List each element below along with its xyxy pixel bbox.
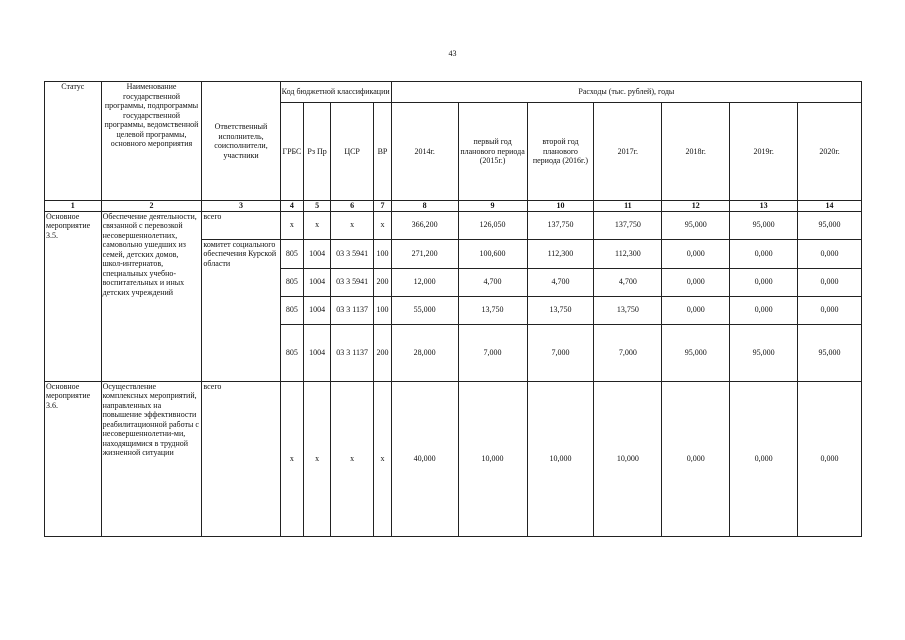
value-cell: 0,000 xyxy=(662,381,730,536)
vr-cell: 200 xyxy=(374,268,392,296)
grbs-cell: 805 xyxy=(280,296,304,324)
rzpr-cell: 1004 xyxy=(304,268,331,296)
csr-cell: x xyxy=(331,381,374,536)
value-cell: 0,000 xyxy=(730,296,798,324)
m35-status: Основное мероприятие 3.5. xyxy=(45,211,102,381)
header-executor: Ответственный исполнитель, соисполнители, участники xyxy=(202,82,280,201)
column-number: 2 xyxy=(101,201,202,212)
csr-cell: x xyxy=(331,211,374,239)
column-number: 1 xyxy=(45,201,102,212)
value-cell: 40,000 xyxy=(391,381,458,536)
value-cell: 271,200 xyxy=(391,239,458,268)
value-cell: 55,000 xyxy=(391,296,458,324)
header-year-2017: 2017г. xyxy=(594,103,662,201)
csr-cell: 03 3 1137 xyxy=(331,324,374,381)
value-cell: 13,750 xyxy=(527,296,594,324)
column-number: 14 xyxy=(798,201,862,212)
header-vr: ВР xyxy=(374,103,392,201)
vr-cell: x xyxy=(374,211,392,239)
m35-executor-committee: комитет социального обеспечения Курской области xyxy=(202,239,280,381)
value-cell: 126,050 xyxy=(458,211,527,239)
header-rzpr: Рз Пр xyxy=(304,103,331,201)
column-number: 12 xyxy=(662,201,730,212)
header-year-2020: 2020г. xyxy=(798,103,862,201)
value-cell: 4,700 xyxy=(527,268,594,296)
value-cell: 0,000 xyxy=(798,381,862,536)
header-year-2014: 2014г. xyxy=(391,103,458,201)
table-row xyxy=(45,211,862,239)
value-cell: 0,000 xyxy=(798,239,862,268)
value-cell: 4,700 xyxy=(458,268,527,296)
header-csr: ЦСР xyxy=(331,103,374,201)
value-cell: 28,000 xyxy=(391,324,458,381)
vr-cell: 200 xyxy=(374,324,392,381)
rzpr-cell: 1004 xyxy=(304,239,331,268)
header-name: Наименование государственной программы, подпрограммы государственной программы, ведомственной целевой программы, основного мероприятия xyxy=(101,82,202,201)
column-number: 13 xyxy=(730,201,798,212)
header-year-2019: 2019г. xyxy=(730,103,798,201)
value-cell: 7,000 xyxy=(594,324,662,381)
value-cell: 95,000 xyxy=(798,211,862,239)
header-code-group: Код бюджетной классификации xyxy=(280,82,391,103)
value-cell: 100,600 xyxy=(458,239,527,268)
grbs-cell: x xyxy=(280,211,304,239)
value-cell: 0,000 xyxy=(730,268,798,296)
header-year-2015: первый год планового периода (2015г.) xyxy=(458,103,527,201)
value-cell: 0,000 xyxy=(730,239,798,268)
value-cell: 10,000 xyxy=(527,381,594,536)
column-number: 4 xyxy=(280,201,304,212)
value-cell: 12,000 xyxy=(391,268,458,296)
header-year-2018: 2018г. xyxy=(662,103,730,201)
vr-cell: x xyxy=(374,381,392,536)
value-cell: 0,000 xyxy=(798,296,862,324)
csr-cell: 03 3 5941 xyxy=(331,239,374,268)
rzpr-cell: x xyxy=(304,211,331,239)
vr-cell: 100 xyxy=(374,296,392,324)
value-cell: 7,000 xyxy=(527,324,594,381)
column-number: 11 xyxy=(594,201,662,212)
value-cell: 13,750 xyxy=(458,296,527,324)
value-cell: 7,000 xyxy=(458,324,527,381)
column-number: 9 xyxy=(458,201,527,212)
value-cell: 13,750 xyxy=(594,296,662,324)
table-row xyxy=(45,381,862,536)
m35-executor-total: всего xyxy=(202,211,280,239)
rzpr-cell: 1004 xyxy=(304,324,331,381)
column-number: 8 xyxy=(391,201,458,212)
value-cell: 95,000 xyxy=(730,324,798,381)
grbs-cell: x xyxy=(280,381,304,536)
vr-cell: 100 xyxy=(374,239,392,268)
value-cell: 0,000 xyxy=(662,239,730,268)
value-cell: 0,000 xyxy=(662,268,730,296)
budget-table xyxy=(44,81,862,537)
value-cell: 95,000 xyxy=(662,324,730,381)
page-number: 43 xyxy=(448,49,457,58)
value-cell: 0,000 xyxy=(662,296,730,324)
column-number: 6 xyxy=(331,201,374,212)
value-cell: 95,000 xyxy=(730,211,798,239)
grbs-cell: 805 xyxy=(280,239,304,268)
value-cell: 95,000 xyxy=(662,211,730,239)
value-cell: 10,000 xyxy=(458,381,527,536)
csr-cell: 03 3 1137 xyxy=(331,296,374,324)
value-cell: 95,000 xyxy=(798,324,862,381)
value-cell: 4,700 xyxy=(594,268,662,296)
value-cell: 112,300 xyxy=(594,239,662,268)
column-number: 3 xyxy=(202,201,280,212)
column-number: 10 xyxy=(527,201,594,212)
header-grbs: ГРБС xyxy=(280,103,304,201)
value-cell: 0,000 xyxy=(730,381,798,536)
rzpr-cell: 1004 xyxy=(304,296,331,324)
column-number: 7 xyxy=(374,201,392,212)
grbs-cell: 805 xyxy=(280,324,304,381)
column-number: 5 xyxy=(304,201,331,212)
m36-status: Основное мероприятие 3.6. xyxy=(45,381,102,536)
header-year-2016: второй год планового периода (2016г.) xyxy=(527,103,594,201)
header-status: Статус xyxy=(45,82,102,201)
value-cell: 0,000 xyxy=(798,268,862,296)
header-expenses-group: Расходы (тыс. рублей), годы xyxy=(391,82,861,103)
m36-name: Осуществление комплексных мероприятий, направленных на повышение эффективности реабилитационной работы с несовершеннолетни-ми, находящимися в трудной жизненной ситуации xyxy=(101,381,202,536)
m35-name: Обеспечение деятельности, связанной с перевозкой несовершеннолетних, самовольно ушедших из семей, детских домов, школ-интернатов, специальных учебно-воспитательных и иных детских учреждений xyxy=(101,211,202,381)
value-cell: 366,200 xyxy=(391,211,458,239)
grbs-cell: 805 xyxy=(280,268,304,296)
column-number-row xyxy=(45,201,862,212)
value-cell: 137,750 xyxy=(527,211,594,239)
rzpr-cell: x xyxy=(304,381,331,536)
m36-executor-total: всего xyxy=(202,381,280,536)
header-row-top xyxy=(45,82,862,103)
value-cell: 137,750 xyxy=(594,211,662,239)
csr-cell: 03 3 5941 xyxy=(331,268,374,296)
value-cell: 10,000 xyxy=(594,381,662,536)
value-cell: 112,300 xyxy=(527,239,594,268)
